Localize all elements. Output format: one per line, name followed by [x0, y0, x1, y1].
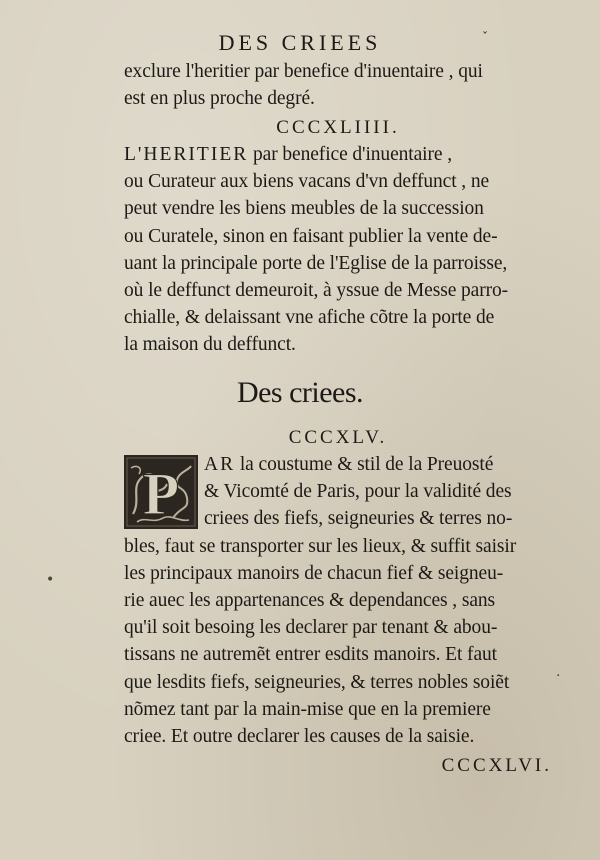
text-line: où le deffunct demeuroit, à yssue de Messe parro- — [124, 279, 509, 301]
text-fragment: par benefice d'inuentaire , — [248, 144, 452, 165]
text-line: criee. Et outre declarer les causes de la saisie. — [124, 725, 475, 747]
top-mark: ˇ — [482, 30, 488, 44]
text-line: criees des fiefs, seigneuries & terres no- — [204, 508, 513, 530]
text-line: nõmez tant par la main-mise que en la premiere — [124, 698, 491, 720]
running-head: DES CRIEES — [218, 30, 382, 55]
lead-caps: L'HERITIER — [124, 144, 249, 165]
paragraph-continuation — [124, 58, 552, 142]
text-line: chialle, & delaissant vne afiche cõtre la porte de — [124, 307, 495, 329]
text-line: les principaux manoirs de chacun fief & seigneu- — [124, 562, 504, 584]
article-number: CCCXLVI. — [441, 755, 552, 777]
article-345-text-indented — [204, 451, 554, 533]
text-line: ou Curateur aux biens vacans d'vn deffunct , ne — [124, 171, 490, 193]
text-line: que lesdits fiefs, seigneuries, & terres nobles soiẽt — [124, 671, 510, 693]
text-line: est en plus proche degré. — [124, 88, 315, 110]
text-line: exclure l'heritier par benefice d'inuentaire , qui — [124, 61, 483, 82]
text-line: tissans ne autremẽt entrer esdits manoirs. Et faut — [124, 644, 497, 666]
article-345-text — [124, 533, 552, 780]
article-345-heading — [124, 424, 552, 451]
decorated-initial-p — [123, 454, 199, 530]
text-fragment: la coustume & stil de la Preuosté — [235, 454, 494, 475]
paper-speck: · — [556, 668, 561, 684]
text-line: peut vendre les biens meubles de la succession — [124, 198, 484, 220]
text-line: & Vicomté de Paris, pour la validité des — [204, 481, 512, 503]
text-line: rie auec les appartenances & dependances , sans — [124, 589, 496, 611]
text-line: bles, faut se transporter sur les lieux, & suffit saisir — [124, 535, 517, 557]
lead-caps: AR — [204, 454, 236, 475]
ornamental-initial-icon — [123, 454, 199, 530]
section-title: Des criees. — [236, 376, 364, 409]
article-344-text — [124, 141, 552, 359]
text-line — [204, 451, 554, 478]
text-line: ou Curatele, sinon en faisant publier la vente de- — [124, 225, 498, 247]
text-line: qu'il soit besoing les declarer par tenant & abou- — [124, 617, 498, 639]
text-line: la maison du deffunct. — [124, 334, 296, 356]
text-line: uant la principale porte de l'Eglise de la parroisse, — [124, 252, 508, 274]
paper-speck: • — [46, 572, 55, 588]
text-line — [124, 141, 552, 168]
article-number: CCCXLIIII. — [276, 117, 400, 139]
dropcap-letter: P — [142, 461, 180, 527]
article-number: CCCXLV. — [288, 427, 388, 448]
